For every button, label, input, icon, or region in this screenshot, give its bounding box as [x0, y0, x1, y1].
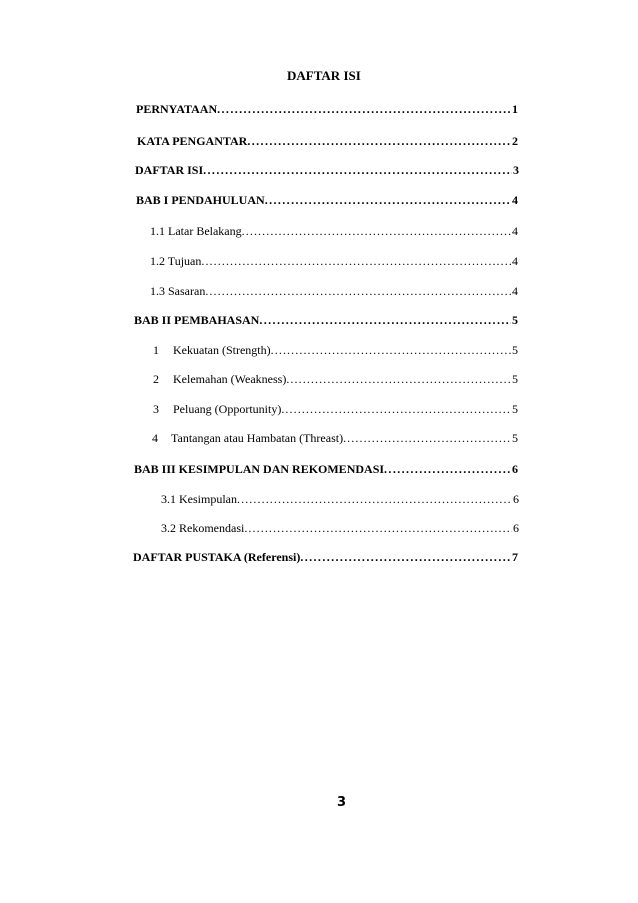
toc-leader-dots: [237, 492, 512, 507]
toc-entry-kata-pengantar[interactable]: [137, 134, 518, 149]
toc-entry-page: 4: [512, 284, 518, 298]
toc-entry-number: 3: [153, 402, 159, 416]
toc-entry-label: 1.2 Tujuan: [150, 254, 202, 268]
toc-entry-label: BAB III KESIMPULAN DAN REKOMENDASI: [134, 462, 385, 476]
toc-leader-dots: [242, 224, 511, 239]
toc-entry-page: 3: [513, 163, 519, 177]
toc-entry-label: Kelemahan (Weakness): [173, 372, 287, 386]
toc-entry-daftar-pustaka[interactable]: [133, 550, 518, 565]
toc-entry-bab-3[interactable]: [134, 462, 518, 477]
toc-entry-sasaran[interactable]: [150, 284, 518, 299]
toc-entry-tujuan[interactable]: [150, 254, 518, 269]
toc-leader-dots: [343, 431, 511, 446]
toc-entry-bab-1[interactable]: [136, 193, 518, 208]
toc-entry-latar-belakang[interactable]: [150, 224, 518, 239]
toc-entry-page: 4: [512, 193, 518, 207]
toc-entry-number: 2: [153, 372, 159, 386]
toc-entry-page: 4: [512, 254, 518, 268]
toc-entry-page: 6: [513, 521, 519, 535]
toc-leader-dots: [300, 550, 511, 565]
toc-entry-kelemahan[interactable]: [153, 372, 518, 387]
toc-entry-label: 3.1 Kesimpulan: [161, 492, 237, 506]
toc-entry-page: 5: [512, 343, 518, 357]
toc-leader-dots: [286, 372, 511, 387]
toc-entry-label: 1.3 Sasaran: [150, 284, 206, 298]
toc-leader-dots: [281, 402, 511, 417]
toc-entry-kesimpulan[interactable]: [161, 492, 519, 507]
toc-entry-number: 4: [152, 431, 158, 445]
toc-leader-dots: [205, 284, 511, 299]
toc-entry-label: DAFTAR ISI: [135, 163, 204, 177]
document-title: DAFTAR ISI: [287, 68, 361, 83]
page-number: 3: [337, 795, 347, 810]
toc-leader-dots: [203, 163, 512, 178]
toc-leader-dots: [271, 343, 511, 358]
toc-leader-dots: [384, 462, 511, 477]
toc-leader-dots: [201, 254, 511, 269]
toc-leader-dots: [217, 102, 511, 117]
toc-entry-bab-2[interactable]: [134, 313, 518, 328]
toc-entry-page: 2: [512, 134, 518, 148]
toc-entry-page: 1: [512, 102, 518, 116]
toc-entry-label: 3.2 Rekomendasi: [161, 521, 245, 535]
toc-entry-page: 5: [512, 402, 518, 416]
toc-entry-label: Tantangan atau Hambatan (Threast): [171, 431, 344, 445]
toc-entry-label: PERNYATAAN: [136, 102, 218, 116]
toc-entry-label: DAFTAR PUSTAKA (Referensi): [133, 550, 301, 564]
toc-entry-label: Peluang (Opportunity): [173, 402, 282, 416]
toc-leader-dots: [265, 193, 511, 208]
toc-entry-peluang[interactable]: [153, 402, 518, 417]
toc-entry-page: 5: [512, 372, 518, 386]
toc-entry-label: 1.1 Latar Belakang: [150, 224, 242, 238]
toc-entry-rekomendasi[interactable]: [161, 521, 519, 536]
toc-entry-page: 7: [512, 550, 518, 564]
toc-entry-page: 5: [512, 431, 518, 445]
toc-entry-page: 6: [512, 462, 518, 476]
toc-entry-label: BAB I PENDAHULUAN: [136, 193, 265, 207]
toc-entry-pernyataan[interactable]: [136, 102, 518, 117]
toc-entry-page: 5: [512, 313, 518, 327]
toc-entry-number: 1: [153, 343, 159, 357]
toc-entry-label: KATA PENGANTAR: [137, 134, 248, 148]
toc-entry-page: 6: [513, 492, 519, 506]
toc-entry-page: 4: [512, 224, 518, 238]
toc-entry-tantangan[interactable]: [152, 431, 518, 446]
toc-entry-label: BAB II PEMBAHASAN: [134, 313, 260, 327]
toc-leader-dots: [244, 521, 512, 536]
toc-entry-daftar-isi[interactable]: [135, 163, 519, 178]
toc-entry-kekuatan[interactable]: [153, 343, 518, 358]
toc-leader-dots: [259, 313, 511, 328]
toc-leader-dots: [247, 134, 511, 149]
toc-entry-label: Kekuatan (Strength): [173, 343, 271, 357]
